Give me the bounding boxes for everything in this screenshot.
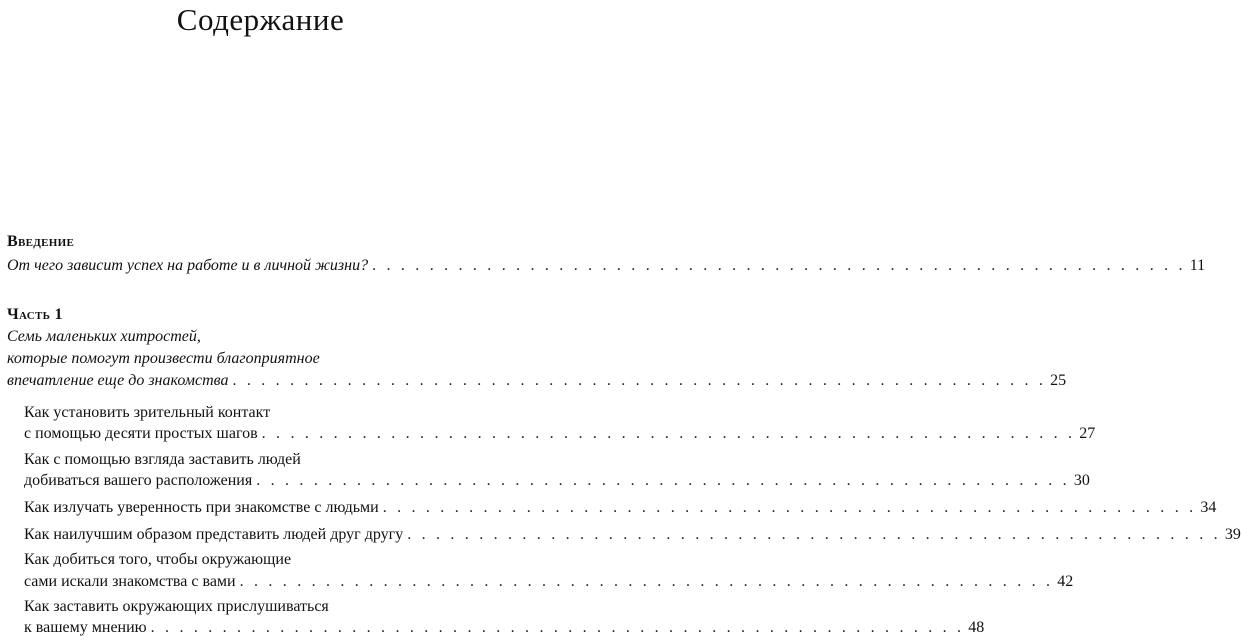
chapter-2-line-2: добиваться вашего расположения [24,472,253,489]
chapter-1-line-1: Как установить зрительный контакт [24,404,271,421]
toc-entry-chapter-1[interactable] [24,424,1096,444]
chapter-2-line-1: Как с помощью взгляда заставить людей [24,451,301,468]
toc-entry-part1[interactable] [7,371,1067,391]
page-number: 48 [968,619,985,636]
chapter-5-line-2: сами искали знакомства с вами [24,573,236,590]
part1-title-line-1: Семь маленьких хитростей, [7,328,201,345]
toc-entry-chapter-2[interactable] [24,471,1090,491]
page-number: 34 [1200,499,1217,516]
toc-entry-chapter-6[interactable] [24,618,985,638]
leader-dots: . . . . . . . . . . . . . . . . . . . . . . . . . . . . . . . . . . . . . . . . . . . . . . . . . . . . . . . . . [372,257,1186,274]
part1-title-line-3: впечатление еще до знакомства [7,372,229,389]
leader-dots: . . . . . . . . . . . . . . . . . . . . . . . . . . . . . . . . . . . . . . . . . . . . . . . . . . . . . . . . . [382,499,1197,516]
page-number: 27 [1079,425,1096,442]
toc-entry-chapter-5[interactable] [24,572,1074,592]
page-title: Содержание [176,2,345,37]
leader-dots: . . . . . . . . . . . . . . . . . . . . . . . . . . . . . . . . . . . . . . . . . . . . . . . . . . . . . . . . . [150,619,965,636]
toc-entry-chapter-4[interactable] [24,525,1241,545]
leader-dots: . . . . . . . . . . . . . . . . . . . . . . . . . . . . . . . . . . . . . . . . . . . . . . . . . . . . . . . . . [261,425,1076,442]
chapter-6-line-2: к вашему мнению [24,619,147,636]
page-number: 39 [1224,526,1241,543]
page-number: 11 [1189,257,1206,274]
leader-dots: . . . . . . . . . . . . . . . . . . . . . . . . . . . . . . . . . . . . . . . . . . . . . . . . . . . . . . . . . [232,372,1047,389]
leader-dots: . . . . . . . . . . . . . . . . . . . . . . . . . . . . . . . . . . . . . . . . . . . . . . . . . . . . . . . . . [407,526,1221,543]
chapter-3-line-1: Как излучать уверенность при знакомстве с людьми [24,499,379,516]
chapter-4-line-1: Как наилучшим образом представить людей друг другу [24,526,404,543]
chapter-6-line-1: Как заставить окружающих прислушиваться [24,598,329,615]
leader-dots: . . . . . . . . . . . . . . . . . . . . . . . . . . . . . . . . . . . . . . . . . . . . . . . . . . . . . . . . . [239,573,1054,590]
page-number: 42 [1057,573,1074,590]
chapter-1-line-2: с помощью десяти простых шагов [24,425,258,442]
toc-entry-chapter-3[interactable] [24,498,1217,518]
chapter-5-line-1: Как добиться того, чтобы окружающие [24,551,292,568]
toc-entry-intro[interactable] [7,256,1206,276]
part1-heading: Часть 1 [7,306,63,323]
page-number: 25 [1050,372,1067,389]
leader-dots: . . . . . . . . . . . . . . . . . . . . . . . . . . . . . . . . . . . . . . . . . . . . . . . . . . . . . . . . . [256,472,1070,489]
part1-title-line-2: которые помогут произвести благоприятное [7,350,320,367]
intro-heading: Введение [7,233,75,250]
intro-title: От чего зависит успех на работе и в личной жизни? [7,257,369,274]
page-number: 30 [1073,472,1090,489]
